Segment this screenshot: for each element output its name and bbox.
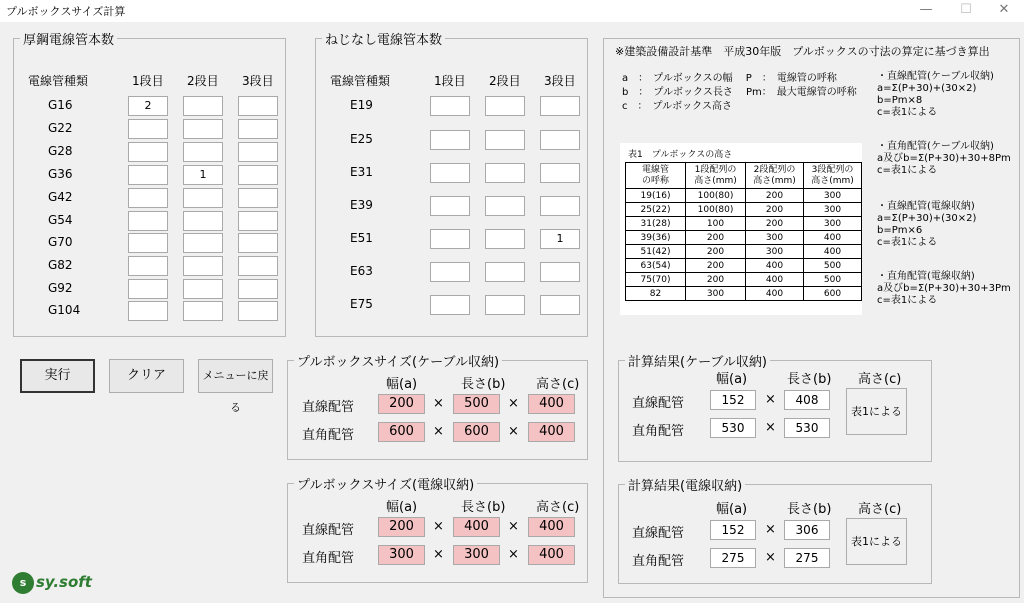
column-header: 電線管種類 — [28, 74, 89, 88]
times-sign: × — [765, 550, 776, 565]
table1-cell: 200 — [686, 245, 746, 259]
conduit-count-input[interactable] — [238, 233, 278, 253]
conduit-count-input[interactable] — [430, 196, 470, 216]
pipe-type-label: 直角配管 — [302, 551, 355, 566]
table1-cell: 25(22) — [626, 203, 686, 217]
conduit-count-input[interactable] — [238, 165, 278, 185]
table1-cell: 100 — [686, 217, 746, 231]
table1-cell: 100(80) — [686, 189, 746, 203]
thick-conduit-legend: 厚鋼電線管本数 — [20, 29, 117, 48]
table1 — [625, 162, 862, 301]
conduit-count-input[interactable] — [540, 262, 580, 282]
column-header: 2段目 — [489, 74, 521, 88]
table1-cell: 31(28) — [626, 217, 686, 231]
table1-cell: 400 — [746, 259, 804, 273]
box-wire-legend: プルボックスサイズ(電線収納) — [294, 474, 477, 493]
table1-cell: 400 — [746, 287, 804, 301]
column-header: 高さ(c) — [858, 372, 902, 387]
conduit-count-input[interactable] — [485, 196, 525, 216]
column-header: 3段目 — [242, 74, 274, 88]
table1-header-cell: 電線管 の呼称 — [626, 163, 686, 189]
table1-cell: 82 — [626, 287, 686, 301]
formula-line: c=表1による — [877, 165, 938, 176]
table1-cell: 300 — [746, 231, 804, 245]
size-value: 300 — [453, 545, 500, 565]
result-value: 530 — [710, 418, 756, 438]
column-header: 長さ(b) — [787, 372, 832, 387]
column-header: 高さ(c) — [858, 502, 902, 517]
table1-cell: 51(42) — [626, 245, 686, 259]
size-value: 400 — [528, 422, 575, 442]
table1-row — [626, 245, 862, 259]
times-sign: × — [433, 424, 444, 439]
conduit-type-label: G42 — [48, 190, 73, 204]
table1-header-cell: 2段配列の 高さ(mm) — [746, 163, 804, 189]
conduit-count-input[interactable] — [430, 295, 470, 315]
formula-line: b=Pm×6 — [877, 225, 923, 236]
table1-cell: 200 — [746, 203, 804, 217]
size-value: 200 — [378, 394, 425, 414]
formula-line: a=Σ(P+30)+(30×2) — [877, 213, 977, 224]
conduit-count-input[interactable] — [128, 233, 168, 253]
times-sign: × — [508, 396, 519, 411]
times-sign: × — [508, 424, 519, 439]
table1-header-cell: 3段配列の 高さ(mm) — [804, 163, 862, 189]
conduit-count-input[interactable] — [540, 130, 580, 150]
table1-cell: 300 — [804, 189, 862, 203]
formula-line: c=表1による — [877, 237, 938, 248]
result-value: 408 — [784, 390, 830, 410]
conduit-count-input[interactable]: 1 — [183, 165, 223, 185]
conduit-count-input[interactable] — [540, 96, 580, 116]
table1-cell: 600 — [804, 287, 862, 301]
conduit-count-input[interactable] — [183, 142, 223, 162]
times-sign: × — [433, 547, 444, 562]
column-header: 高さ(c) — [536, 377, 580, 392]
size-value: 400 — [453, 517, 500, 537]
table1-cell: 200 — [686, 259, 746, 273]
table1-row — [626, 273, 862, 287]
conduit-type-label: E39 — [350, 198, 373, 212]
formula-line: c=表1による — [877, 107, 938, 118]
definition-b: b ： プルボックス長さ Pm： 最大電線管の呼称 — [622, 87, 857, 98]
conduit-type-label: G16 — [48, 98, 73, 112]
conduit-type-label: E75 — [350, 297, 373, 311]
result-value: 306 — [784, 520, 830, 540]
conduit-count-input[interactable] — [183, 256, 223, 276]
conduit-count-input[interactable] — [128, 301, 168, 321]
table1-cell: 200 — [746, 217, 804, 231]
clear-button[interactable]: クリア — [109, 359, 184, 393]
definition-c: c ： プルボックス高さ — [622, 101, 732, 112]
conduit-count-input[interactable] — [485, 229, 525, 249]
times-sign: × — [433, 519, 444, 534]
conduit-type-label: E63 — [350, 264, 373, 278]
minimize-button[interactable]: — — [919, 2, 933, 17]
conduit-count-input[interactable] — [485, 130, 525, 150]
conduit-count-input[interactable] — [238, 142, 278, 162]
title-bar — [0, 0, 1024, 22]
column-header: 長さ(b) — [461, 500, 506, 515]
conduit-count-input[interactable] — [430, 163, 470, 183]
table1-row — [626, 203, 862, 217]
conduit-count-input[interactable] — [485, 96, 525, 116]
box-cable-legend: プルボックスサイズ(ケーブル収納) — [294, 351, 502, 370]
column-header: 長さ(b) — [787, 502, 832, 517]
size-value: 200 — [378, 517, 425, 537]
times-sign: × — [765, 392, 776, 407]
column-header: 3段目 — [544, 74, 576, 88]
conduit-type-label: G70 — [48, 235, 73, 249]
conduit-count-input[interactable] — [128, 165, 168, 185]
column-header: 電線管種類 — [330, 74, 391, 88]
conduit-count-input[interactable] — [128, 188, 168, 208]
conduit-type-label: G82 — [48, 258, 73, 272]
conduit-type-label: G28 — [48, 144, 73, 158]
column-header: 幅(a) — [716, 372, 748, 387]
column-header: 長さ(b) — [461, 377, 506, 392]
size-value: 600 — [378, 422, 425, 442]
table1-cell: 200 — [686, 273, 746, 287]
size-value: 500 — [453, 394, 500, 414]
screwless-conduit-legend: ねじなし電線管本数 — [322, 29, 445, 48]
conduit-count-input[interactable] — [128, 211, 168, 231]
pipe-type-label: 直角配管 — [632, 554, 685, 569]
column-header: 高さ(c) — [536, 500, 580, 515]
info-heading: ※建築設備設計基準 平成30年版 プルボックスの寸法の算定に基づき算出 — [615, 45, 990, 58]
pipe-type-label: 直線配管 — [302, 400, 355, 415]
pipe-type-label: 直角配管 — [632, 424, 685, 439]
conduit-count-input[interactable]: 2 — [128, 96, 168, 116]
conduit-count-input[interactable] — [238, 256, 278, 276]
formula-line: ・直角配管(電線収納) — [877, 271, 975, 282]
conduit-count-input[interactable] — [238, 188, 278, 208]
table1-cell: 400 — [804, 245, 862, 259]
table1-button[interactable]: 表1による — [846, 388, 907, 435]
conduit-count-input[interactable] — [183, 119, 223, 139]
pipe-type-label: 直線配管 — [302, 523, 355, 538]
window-title: プルボックスサイズ計算 — [6, 5, 126, 18]
conduit-count-input[interactable] — [540, 196, 580, 216]
table1-cell: 300 — [686, 287, 746, 301]
result-wire-legend: 計算結果(電線収納) — [625, 475, 745, 494]
table1-header-cell: 1段配列の 高さ(mm) — [686, 163, 746, 189]
conduit-count-input[interactable] — [430, 96, 470, 116]
table1-cell: 400 — [746, 273, 804, 287]
table1-cell: 75(70) — [626, 273, 686, 287]
size-value: 400 — [528, 517, 575, 537]
times-sign: × — [765, 522, 776, 537]
formula-line: c=表1による — [877, 295, 938, 306]
conduit-count-input[interactable] — [183, 279, 223, 299]
column-header: 幅(a) — [386, 377, 418, 392]
table1-row — [626, 189, 862, 203]
size-value: 400 — [528, 394, 575, 414]
size-value: 600 — [453, 422, 500, 442]
conduit-count-input[interactable] — [183, 301, 223, 321]
conduit-count-input[interactable] — [238, 96, 278, 116]
conduit-count-input[interactable] — [238, 301, 278, 321]
table1-cell: 500 — [804, 259, 862, 273]
table1-cell: 500 — [804, 273, 862, 287]
table1-cell: 100(80) — [686, 203, 746, 217]
conduit-type-label: E25 — [350, 132, 373, 146]
close-button[interactable]: ✕ — [998, 2, 1010, 17]
conduit-count-input[interactable] — [183, 211, 223, 231]
times-sign: × — [508, 547, 519, 562]
table1-cell: 200 — [686, 231, 746, 245]
definition-a: a ： プルボックスの幅 P ： 電線管の呼称 — [622, 73, 837, 84]
table1-row — [626, 217, 862, 231]
conduit-count-input[interactable] — [540, 295, 580, 315]
conduit-type-label: G92 — [48, 281, 73, 295]
pipe-type-label: 直線配管 — [632, 526, 685, 541]
column-header: 幅(a) — [386, 500, 418, 515]
conduit-count-input[interactable] — [128, 279, 168, 299]
formula-line: b=Pm×8 — [877, 95, 923, 106]
conduit-count-input[interactable] — [430, 130, 470, 150]
column-header: 2段目 — [187, 74, 219, 88]
times-sign: × — [765, 420, 776, 435]
table1-cell: 39(36) — [626, 231, 686, 245]
result-cable-legend: 計算結果(ケーブル収納) — [625, 351, 770, 370]
conduit-count-input[interactable] — [485, 262, 525, 282]
result-value: 275 — [784, 548, 830, 568]
conduit-count-input[interactable] — [128, 256, 168, 276]
column-header: 幅(a) — [716, 502, 748, 517]
conduit-type-label: G104 — [48, 303, 81, 317]
table1-row — [626, 287, 862, 301]
back-to-menu-button[interactable]: メニューに戻る — [198, 359, 273, 393]
conduit-type-label: E31 — [350, 165, 373, 179]
conduit-type-label: G22 — [48, 121, 73, 135]
conduit-count-input[interactable] — [540, 163, 580, 183]
formula-line: ・直線配管(ケーブル収納) — [877, 71, 994, 82]
conduit-count-input[interactable] — [238, 119, 278, 139]
conduit-count-input[interactable]: 1 — [540, 229, 580, 249]
formula-line: a及びb=Σ(P+30)+30+8Pm — [877, 153, 1011, 164]
table1-cell: 400 — [804, 231, 862, 245]
result-value: 530 — [784, 418, 830, 438]
table1-title: 表1 プルボックスの高さ — [628, 150, 733, 160]
conduit-count-input[interactable] — [183, 96, 223, 116]
table1-cell: 300 — [804, 217, 862, 231]
table1-cell: 300 — [746, 245, 804, 259]
formula-line: a及びb=Σ(P+30)+30+3Pm — [877, 283, 1011, 294]
conduit-count-input[interactable] — [485, 163, 525, 183]
table1-button[interactable]: 表1による — [846, 518, 907, 565]
conduit-count-input[interactable] — [430, 229, 470, 249]
formula-line: a=Σ(P+30)+(30×2) — [877, 83, 977, 94]
conduit-type-label: E19 — [350, 98, 373, 112]
conduit-count-input[interactable] — [183, 233, 223, 253]
conduit-count-input[interactable] — [128, 142, 168, 162]
conduit-count-input[interactable] — [238, 279, 278, 299]
table1-cell: 19(16) — [626, 189, 686, 203]
run-button[interactable]: 実行 — [20, 359, 95, 393]
result-value: 152 — [710, 390, 756, 410]
table1-row — [626, 259, 862, 273]
conduit-count-input[interactable] — [238, 211, 278, 231]
conduit-count-input[interactable] — [430, 262, 470, 282]
size-value: 400 — [528, 545, 575, 565]
conduit-count-input[interactable] — [183, 188, 223, 208]
table1-cell: 300 — [804, 203, 862, 217]
formula-line: ・直線配管(電線収納) — [877, 201, 975, 212]
conduit-type-label: G36 — [48, 167, 73, 181]
times-sign: × — [508, 519, 519, 534]
pipe-type-label: 直角配管 — [302, 428, 355, 443]
conduit-count-input[interactable] — [485, 295, 525, 315]
maximize-button[interactable]: ☐ — [960, 2, 972, 17]
pipe-type-label: 直線配管 — [632, 396, 685, 411]
result-value: 152 — [710, 520, 756, 540]
conduit-count-input[interactable] — [128, 119, 168, 139]
times-sign: × — [433, 396, 444, 411]
logo-icon: s — [12, 572, 34, 594]
formula-line: ・直角配管(ケーブル収納) — [877, 141, 994, 152]
table1-cell: 200 — [746, 189, 804, 203]
conduit-type-label: E51 — [350, 231, 373, 245]
column-header: 1段目 — [434, 74, 466, 88]
table1-row — [626, 231, 862, 245]
result-value: 275 — [710, 548, 756, 568]
table1-cell: 63(54) — [626, 259, 686, 273]
column-header: 1段目 — [132, 74, 164, 88]
logo-text: sy.soft — [36, 573, 92, 591]
conduit-type-label: G54 — [48, 213, 73, 227]
size-value: 300 — [378, 545, 425, 565]
